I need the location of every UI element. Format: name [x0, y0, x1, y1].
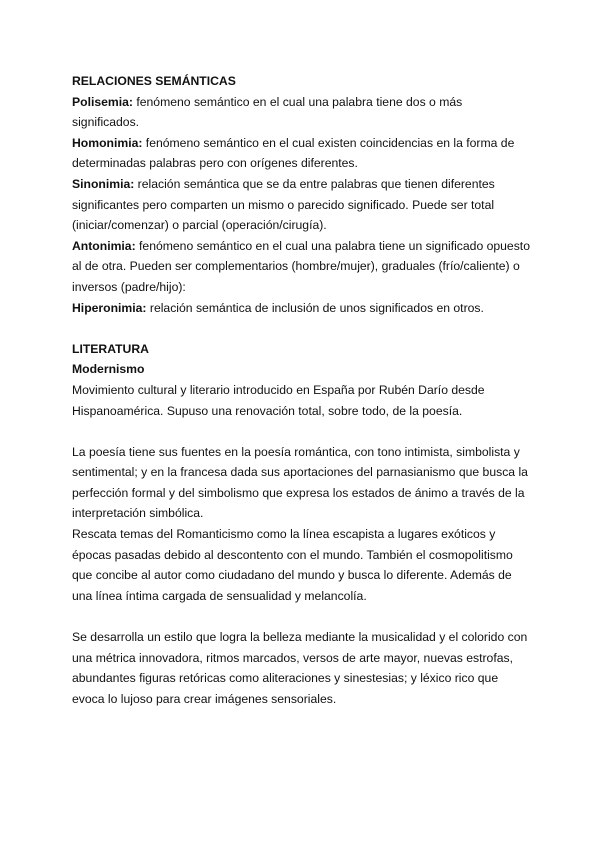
definition-text: fenómeno semántico en el cual una palabra tiene un significado opuesto — [135, 238, 530, 253]
paragraph-line: abundantes figuras retóricas como aliteraciones y sinestesias; y léxico rico que — [72, 671, 499, 686]
definition-text: relación semántica de inclusión de unos significados en otros. — [146, 300, 484, 315]
spacer — [72, 318, 542, 339]
paragraph-line: evoca lo lujoso para crear imágenes sensoriales. — [72, 691, 337, 706]
definition-text: relación semántica que se da entre palabras que tienen diferentes — [134, 176, 495, 191]
term-label: Antonimia: — [72, 238, 136, 253]
term-label: Sinonimia: — [72, 176, 135, 191]
paragraph-line: que concibe al autor como ciudadano del mundo y busca lo diferente. Además de — [72, 568, 512, 583]
definition-text: significados. — [72, 115, 140, 130]
paragraph-line: Se desarrolla un estilo que logra la belleza mediante la musicalidad y el colorido con — [72, 630, 528, 645]
subsection-title-modernismo: Modernismo — [72, 362, 145, 377]
entry-hiperonimia — [72, 298, 542, 319]
paragraph-line: Hispanoamérica. Supuso una renovación total, sobre todo, de la poesía. — [72, 403, 463, 418]
section-title-literatura: LITERATURA — [72, 341, 149, 356]
paragraph-line: una métrica innovadora, ritmos marcados, versos de arte mayor, nuevas estrofas, — [72, 650, 513, 665]
paragraph-line: La poesía tiene sus fuentes en la poesía romántica, con tono intimista, simbolista y — [72, 444, 520, 459]
spacer — [72, 421, 542, 442]
paragraph-line: sentimental; y en la francesa dada sus aportaciones del parnasianismo que busca la — [72, 465, 528, 480]
document-page — [72, 71, 542, 709]
paragraph-estilo — [72, 627, 542, 709]
entry-sinonimia — [72, 174, 542, 236]
definition-text: significantes pero comparten un mismo o parecido significado. Puede ser total — [72, 197, 495, 212]
definition-text: determinadas palabras pero con orígenes diferentes. — [72, 156, 358, 171]
entry-polisemia — [72, 92, 542, 133]
definition-text: fenómeno semántico en el cual existen coincidencias en la forma de — [142, 135, 515, 150]
spacer — [72, 606, 542, 627]
paragraph-line: Movimiento cultural y literario introducido en España por Rubén Darío desde — [72, 382, 485, 397]
paragraph-line: interpretación simbólica. — [72, 506, 204, 521]
entry-homonimia — [72, 133, 542, 174]
term-label: Polisemia: — [72, 94, 133, 109]
paragraph-line: épocas pasadas debido al descontento con el mundo. También el cosmopolitismo — [72, 547, 513, 562]
paragraph-line: perfección formal y del simbolismo que expresa los estados de ánimo a través de la — [72, 485, 525, 500]
definition-text: (iniciar/comenzar) o parcial (operación/cirugía). — [72, 218, 327, 233]
paragraph-line: Rescata temas del Romanticismo como la línea escapista a lugares exóticos y — [72, 527, 496, 542]
definition-text: inversos (padre/hijo): — [72, 279, 186, 294]
section-title-relaciones: RELACIONES SEMÁNTICAS — [72, 74, 236, 88]
paragraph-fuentes — [72, 442, 542, 607]
paragraph-line: una línea íntima cargada de sensualidad y melancolía. — [72, 588, 367, 603]
definition-text: fenómeno semántico en el cual una palabra tiene dos o más — [132, 94, 463, 109]
definition-text: al de otra. Pueden ser complementarios (hombre/mujer), graduales (frío/caliente) o — [72, 259, 520, 274]
paragraph-intro — [72, 380, 542, 421]
term-label: Hiperonimia: — [72, 300, 147, 315]
term-label: Homonimia: — [72, 135, 143, 150]
entry-antonimia — [72, 236, 542, 298]
